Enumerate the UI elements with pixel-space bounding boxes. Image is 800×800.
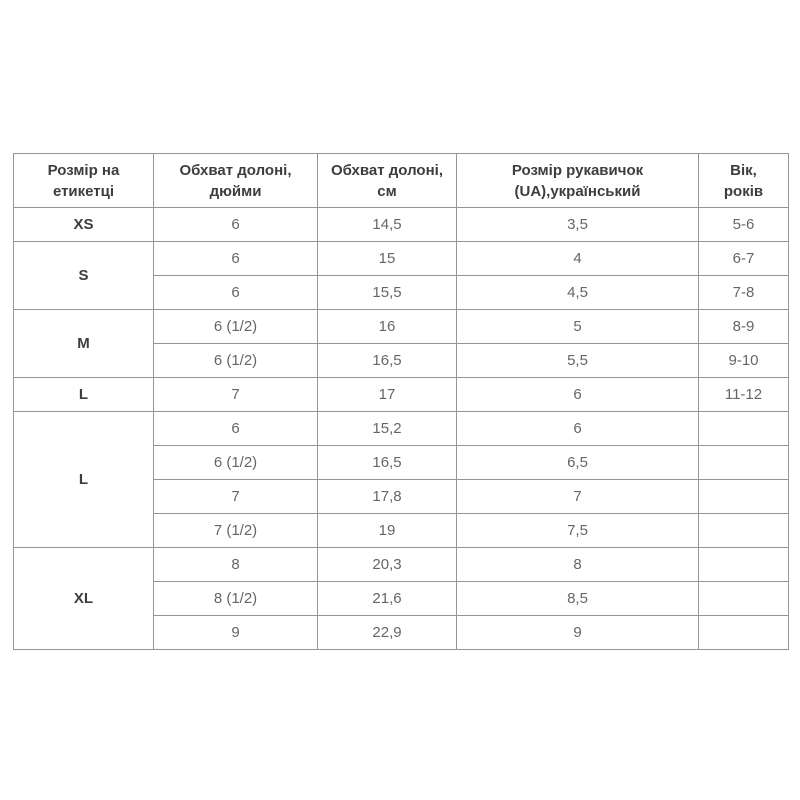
cell-cm: 16,5 bbox=[318, 344, 457, 378]
header-palm-cm-line2: см bbox=[377, 182, 397, 200]
cell-ua-size: 5,5 bbox=[457, 344, 699, 378]
cell-age: 6-7 bbox=[699, 242, 789, 276]
cell-inches: 6 (1/2) bbox=[154, 446, 318, 480]
group-label-cell: L bbox=[14, 378, 154, 412]
header-palm-inches bbox=[154, 154, 318, 208]
header-ua-size-line2: (UA),український bbox=[514, 182, 641, 200]
cell-ua-size: 4 bbox=[457, 242, 699, 276]
cell-age: 9-10 bbox=[699, 344, 789, 378]
cell-ua-size: 4,5 bbox=[457, 276, 699, 310]
cell-ua-size: 9 bbox=[457, 616, 699, 650]
header-age-line2: років bbox=[723, 182, 764, 200]
cell-ua-size: 6 bbox=[457, 378, 699, 412]
cell-cm: 22,9 bbox=[318, 616, 457, 650]
cell-cm: 17,8 bbox=[318, 480, 457, 514]
cell-cm: 15,5 bbox=[318, 276, 457, 310]
cell-ua-size: 6 bbox=[457, 412, 699, 446]
header-palm-cm bbox=[318, 154, 457, 208]
header-ua-size bbox=[457, 154, 699, 208]
cell-age bbox=[699, 616, 789, 650]
cell-cm: 16 bbox=[318, 310, 457, 344]
cell-ua-size: 6,5 bbox=[457, 446, 699, 480]
cell-age bbox=[699, 446, 789, 480]
header-palm-inches-line2: дюйми bbox=[209, 182, 262, 200]
table-row bbox=[14, 412, 789, 446]
cell-ua-size: 7 bbox=[457, 480, 699, 514]
cell-age: 11-12 bbox=[699, 378, 789, 412]
cell-age: 7-8 bbox=[699, 276, 789, 310]
group-label-cell: XL bbox=[14, 548, 154, 650]
cell-inches: 6 bbox=[154, 208, 318, 242]
group-label-cell: S bbox=[14, 242, 154, 310]
cell-inches: 6 (1/2) bbox=[154, 344, 318, 378]
cell-inches: 7 bbox=[154, 378, 318, 412]
header-age-line1: Вік, bbox=[730, 161, 757, 179]
cell-ua-size: 7,5 bbox=[457, 514, 699, 548]
cell-cm: 14,5 bbox=[318, 208, 457, 242]
cell-age: 5-6 bbox=[699, 208, 789, 242]
header-size-label-line1: Розмір на bbox=[47, 161, 120, 179]
cell-ua-size: 5 bbox=[457, 310, 699, 344]
table-row bbox=[14, 548, 789, 582]
cell-cm: 17 bbox=[318, 378, 457, 412]
size-chart-table bbox=[13, 153, 789, 650]
table-row bbox=[14, 310, 789, 344]
cell-cm: 15,2 bbox=[318, 412, 457, 446]
cell-cm: 19 bbox=[318, 514, 457, 548]
cell-inches: 8 bbox=[154, 548, 318, 582]
cell-ua-size: 8,5 bbox=[457, 582, 699, 616]
cell-cm: 16,5 bbox=[318, 446, 457, 480]
table-row bbox=[14, 242, 789, 276]
cell-inches: 8 (1/2) bbox=[154, 582, 318, 616]
cell-cm: 20,3 bbox=[318, 548, 457, 582]
cell-age bbox=[699, 412, 789, 446]
cell-age bbox=[699, 548, 789, 582]
table-row bbox=[14, 378, 789, 412]
group-label-cell: M bbox=[14, 310, 154, 378]
cell-inches: 6 (1/2) bbox=[154, 310, 318, 344]
cell-age bbox=[699, 514, 789, 548]
table-header-row bbox=[14, 154, 789, 208]
group-label-cell: XS bbox=[14, 208, 154, 242]
header-palm-cm-line1: Обхват долоні, bbox=[331, 161, 443, 179]
cell-ua-size: 3,5 bbox=[457, 208, 699, 242]
cell-inches: 7 (1/2) bbox=[154, 514, 318, 548]
table-row bbox=[14, 208, 789, 242]
cell-ua-size: 8 bbox=[457, 548, 699, 582]
cell-inches: 7 bbox=[154, 480, 318, 514]
cell-inches: 6 bbox=[154, 276, 318, 310]
cell-age: 8-9 bbox=[699, 310, 789, 344]
cell-inches: 6 bbox=[154, 412, 318, 446]
group-label-cell: L bbox=[14, 412, 154, 548]
header-palm-inches-line1: Обхват долоні, bbox=[179, 161, 292, 179]
header-ua-size-line1: Розмір рукавичок bbox=[511, 161, 644, 179]
cell-cm: 21,6 bbox=[318, 582, 457, 616]
header-age bbox=[699, 154, 789, 208]
cell-inches: 9 bbox=[154, 616, 318, 650]
cell-age bbox=[699, 480, 789, 514]
cell-age bbox=[699, 582, 789, 616]
cell-inches: 6 bbox=[154, 242, 318, 276]
cell-cm: 15 bbox=[318, 242, 457, 276]
header-size-label bbox=[14, 154, 154, 208]
header-size-label-line2: етикетці bbox=[52, 182, 115, 200]
